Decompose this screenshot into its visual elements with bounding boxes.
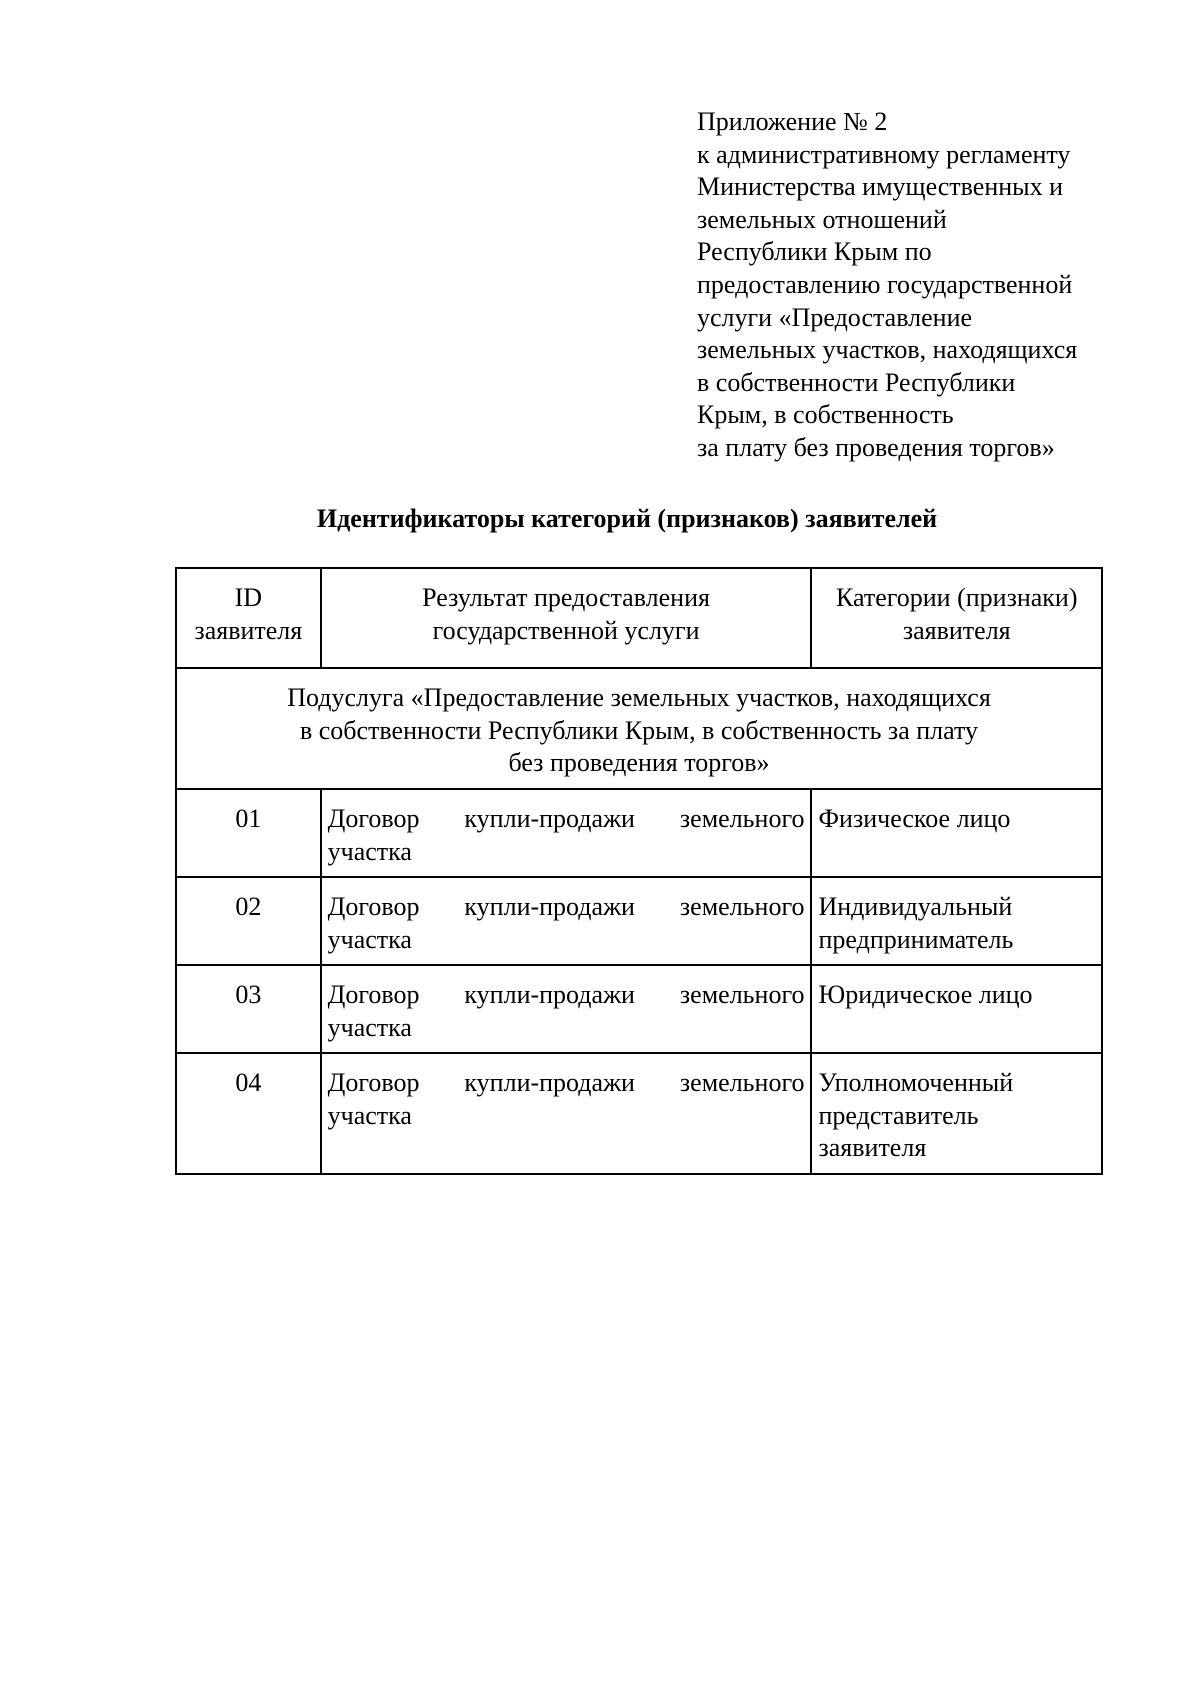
row-result: Договор купли-продажи земельного участка bbox=[321, 1053, 812, 1174]
row-id: 04 bbox=[176, 1053, 321, 1174]
row-category: Юридическое лицо bbox=[811, 965, 1102, 1053]
header-result: Результат предоставления государственной услуги bbox=[321, 568, 812, 668]
appendix-header bbox=[697, 106, 1157, 465]
subservice-cell: Подуслуга «Предоставление земельных участков, находящихся в собственности Республики Крым, в собственность за плату без проведения торгов» bbox=[176, 668, 1102, 789]
row-id: 03 bbox=[176, 965, 321, 1053]
document-title-text: Идентификаторы категорий (признаков) заявителей bbox=[316, 504, 938, 533]
appendix-line: в собственности Республики bbox=[697, 367, 1016, 397]
appendix-line: за плату без проведения торгов» bbox=[697, 432, 1055, 462]
appendix-line: к административному регламенту bbox=[697, 139, 1071, 169]
row-category: Физическое лицо bbox=[811, 789, 1102, 877]
document-title bbox=[0, 503, 1200, 535]
appendix-line: Республики Крым по bbox=[697, 237, 932, 267]
applicant-id-table bbox=[175, 567, 1103, 1175]
appendix-line: Крым, в собственность bbox=[697, 400, 954, 430]
appendix-line: земельных участков, находящихся bbox=[697, 335, 1078, 365]
table-row bbox=[176, 877, 1102, 965]
table-row bbox=[176, 789, 1102, 877]
table-row bbox=[176, 1053, 1102, 1174]
table-header-row bbox=[176, 568, 1102, 668]
header-category: Категории (признаки) заявителя bbox=[811, 568, 1102, 668]
appendix-line: земельных отношений bbox=[697, 204, 947, 234]
row-id: 01 bbox=[176, 789, 321, 877]
subservice-row bbox=[176, 668, 1102, 789]
table-row bbox=[176, 965, 1102, 1053]
row-result: Договор купли-продажи земельного участка bbox=[321, 877, 812, 965]
appendix-line: Министерства имущественных и bbox=[697, 172, 1064, 202]
row-result: Договор купли-продажи земельного участка bbox=[321, 965, 812, 1053]
row-id: 02 bbox=[176, 877, 321, 965]
header-id: ID заявителя bbox=[176, 568, 321, 668]
row-category: Индивидуальный предприниматель bbox=[811, 877, 1102, 965]
row-category: Уполномоченный представитель заявителя bbox=[811, 1053, 1102, 1174]
appendix-line: Приложение № 2 bbox=[697, 107, 888, 136]
appendix-line: предоставлению государственной bbox=[697, 269, 1073, 299]
row-result: Договор купли-продажи земельного участка bbox=[321, 789, 812, 877]
appendix-line: услуги «Предоставление bbox=[697, 302, 973, 332]
